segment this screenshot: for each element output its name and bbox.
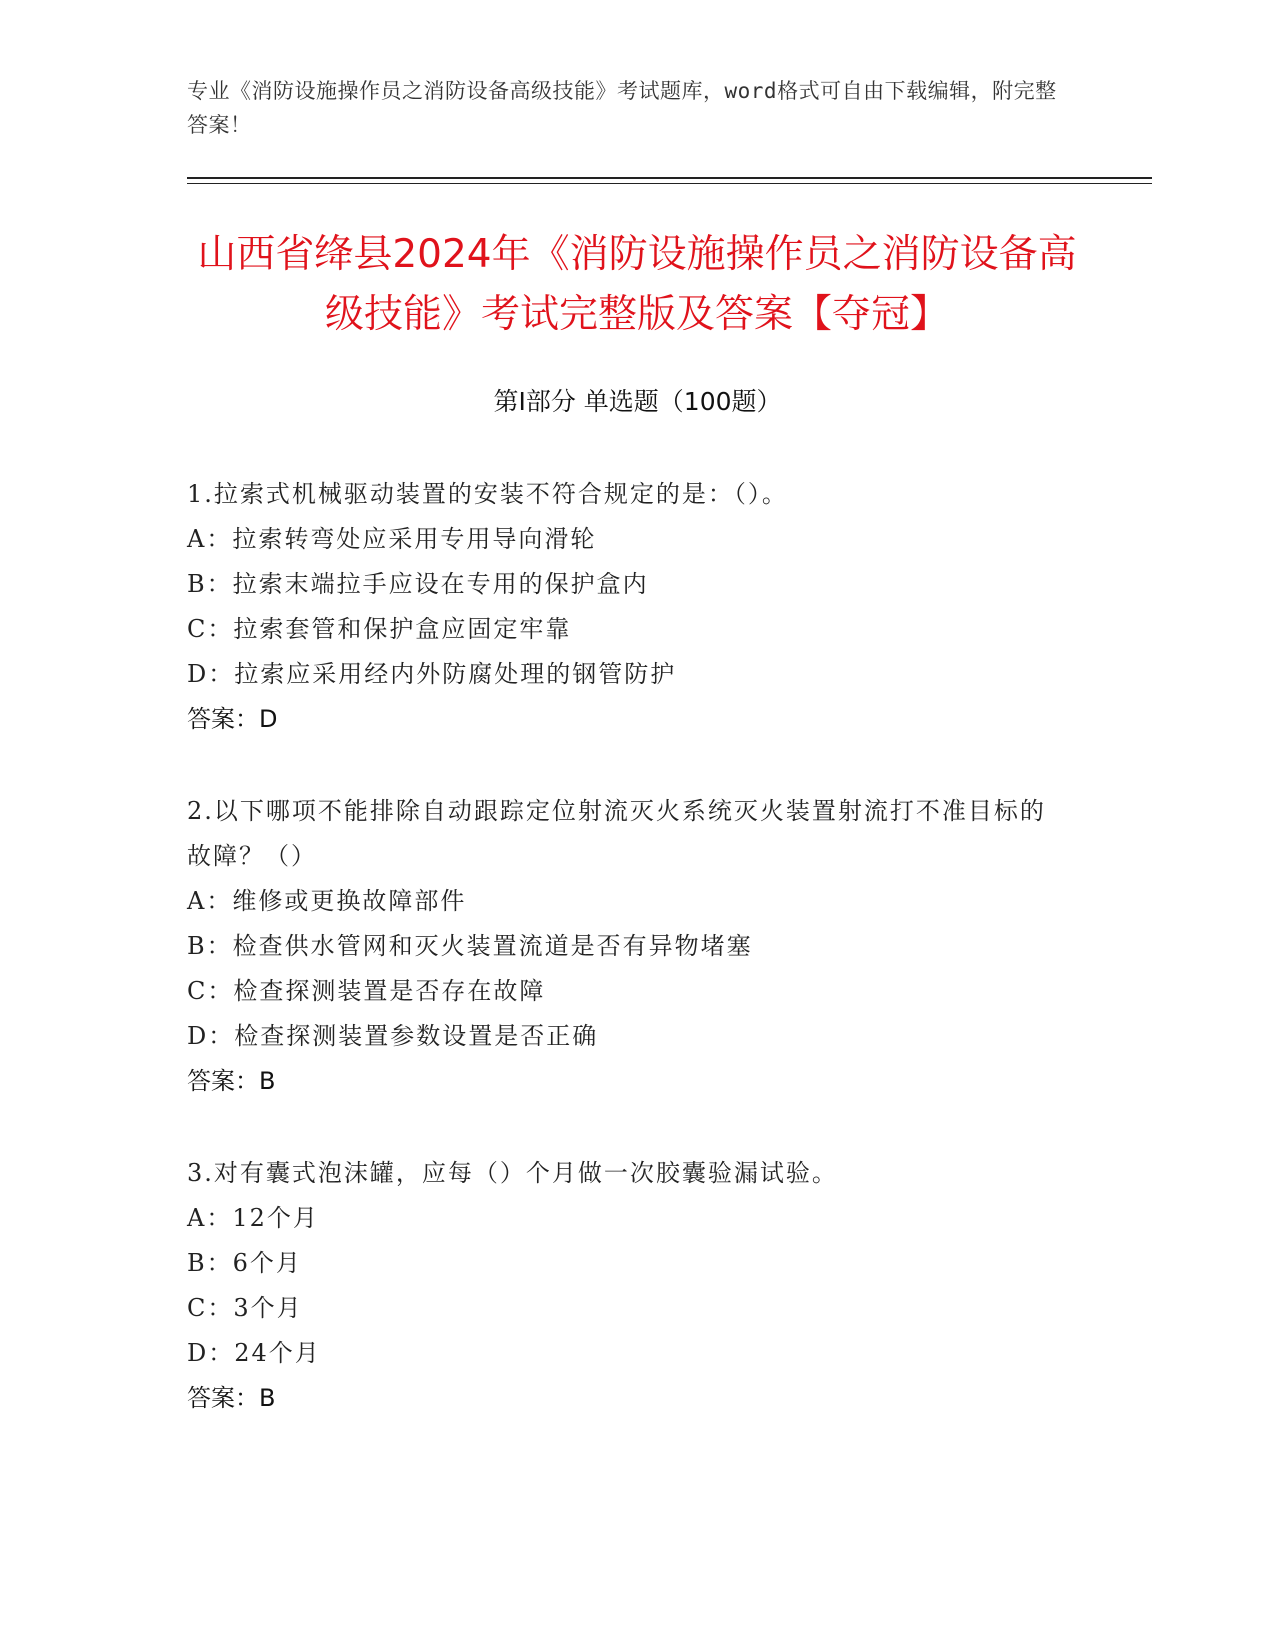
option-a: A：12个月 [187, 1204, 319, 1232]
question-2 [187, 789, 1067, 1104]
section-heading: 第Ⅰ部分 单选题（100题） [493, 387, 782, 416]
question-stem: 1.拉索式机械驱动装置的安装不符合规定的是：（）。 [187, 480, 788, 508]
document-title: 山西省绛县2024年《消防设施操作员之消防设备高级技能》考试完整版及答案【夺冠】 [197, 232, 1077, 337]
option-b: B：6个月 [187, 1249, 302, 1277]
option-b: B：拉索末端拉手应设在专用的保护盒内 [187, 570, 649, 598]
answer-line: 答案：B [187, 1067, 276, 1095]
option-d: D：拉索应采用经内外防腐处理的钢管防护 [187, 660, 677, 688]
option-a: A：维修或更换故障部件 [187, 887, 467, 915]
option-c: C：拉索套管和保护盒应固定牢靠 [187, 615, 572, 643]
option-b: B：检查供水管网和灭火装置流道是否有异物堵塞 [187, 932, 753, 960]
option-c: C：检查探测装置是否存在故障 [187, 977, 546, 1005]
header-divider-thick [187, 177, 1152, 179]
question-stem: 2.以下哪项不能排除自动跟踪定位射流灭火系统灭火装置射流打不准目标的故障？（） [187, 797, 1046, 870]
question-list [187, 472, 1067, 1468]
option-d: D：检查探测装置参数设置是否正确 [187, 1022, 599, 1050]
answer-line: 答案：B [187, 1384, 276, 1412]
question-stem: 3.对有囊式泡沫罐，应每（）个月做一次胶囊验漏试验。 [187, 1159, 838, 1187]
header-divider-thin [187, 183, 1152, 184]
option-a: A：拉索转弯处应采用专用导向滑轮 [187, 525, 597, 553]
question-3 [187, 1151, 1067, 1421]
header-note: 专业《消防设施操作员之消防设备高级技能》考试题库，word格式可自由下载编辑，附完整答案！ [187, 79, 1057, 137]
option-c: C：3个月 [187, 1294, 303, 1322]
answer-line: 答案：D [187, 705, 278, 733]
question-1 [187, 472, 1067, 742]
option-d: D：24个月 [187, 1339, 321, 1367]
